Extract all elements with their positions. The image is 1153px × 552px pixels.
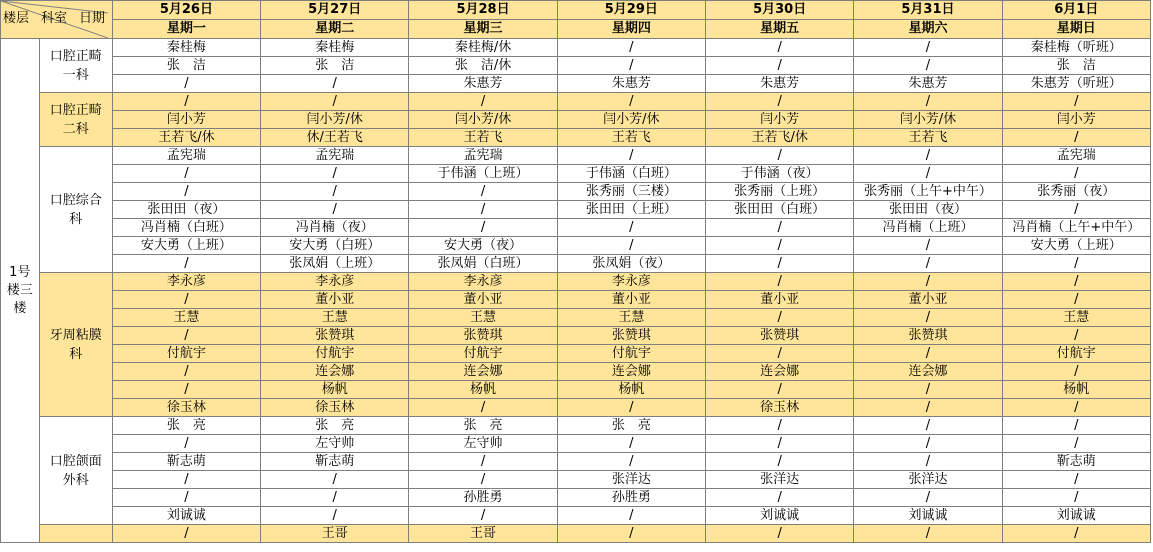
shift-cell: /: [706, 93, 854, 111]
shift-cell: /: [1002, 471, 1150, 489]
weekday-header: 星期三: [409, 20, 557, 39]
weekday-header: 星期五: [706, 20, 854, 39]
schedule-row: [1, 183, 1151, 201]
shift-cell: /: [1002, 273, 1150, 291]
shift-cell: 孙胜勇: [409, 489, 557, 507]
shift-cell: /: [854, 273, 1002, 291]
shift-cell: 刘诚诚: [112, 507, 260, 525]
shift-cell: 刘诚诚: [854, 507, 1002, 525]
shift-cell: /: [557, 453, 705, 471]
corner-dept-label: 科室: [41, 11, 68, 26]
shift-cell: /: [557, 93, 705, 111]
shift-cell: 张秀丽（夜）: [1002, 183, 1150, 201]
shift-cell: /: [557, 219, 705, 237]
shift-cell: 张赞琪: [854, 327, 1002, 345]
shift-cell: 闫小芳/休: [854, 111, 1002, 129]
shift-cell: 张赞琪: [557, 327, 705, 345]
shift-cell: 徐玉林: [112, 399, 260, 417]
shift-cell: /: [261, 201, 409, 219]
shift-cell: 安大勇（夜）: [409, 237, 557, 255]
shift-cell: /: [854, 237, 1002, 255]
schedule-row: [1, 39, 1151, 57]
schedule-row: [1, 309, 1151, 327]
floor-cell: 1号楼三楼: [1, 39, 40, 543]
shift-cell: 连会娜: [706, 363, 854, 381]
shift-cell: /: [854, 147, 1002, 165]
shift-cell: /: [1002, 525, 1150, 543]
shift-cell: 朱惠芳: [409, 75, 557, 93]
shift-cell: 张赞琪: [409, 327, 557, 345]
shift-cell: /: [854, 309, 1002, 327]
shift-cell: /: [112, 435, 260, 453]
shift-cell: 于伟涵（上班）: [409, 165, 557, 183]
date-header: 5月30日: [706, 1, 854, 20]
schedule-row: [1, 453, 1151, 471]
schedule-row: [1, 381, 1151, 399]
schedule-row: [1, 147, 1151, 165]
shift-cell: 秦桂梅（听班）: [1002, 39, 1150, 57]
shift-cell: 张洋达: [854, 471, 1002, 489]
shift-cell: /: [1002, 489, 1150, 507]
shift-cell: 冯肖楠（上班）: [854, 219, 1002, 237]
shift-cell: /: [1002, 417, 1150, 435]
shift-cell: 冯肖楠（夜）: [261, 219, 409, 237]
shift-cell: /: [706, 39, 854, 57]
weekday-header: 星期二: [261, 20, 409, 39]
shift-cell: 张 洁: [261, 57, 409, 75]
shift-cell: /: [854, 489, 1002, 507]
schedule-row: [1, 435, 1151, 453]
shift-cell: /: [854, 345, 1002, 363]
shift-cell: 于伟涵（夜）: [706, 165, 854, 183]
schedule-row: [1, 165, 1151, 183]
shift-cell: /: [1002, 363, 1150, 381]
shift-cell: 董小亚: [854, 291, 1002, 309]
shift-cell: 秦桂梅: [112, 39, 260, 57]
shift-cell: 秦桂梅/休: [409, 39, 557, 57]
shift-cell: 闫小芳: [1002, 111, 1150, 129]
shift-cell: /: [1002, 327, 1150, 345]
shift-cell: 连会娜: [261, 363, 409, 381]
shift-cell: 张秀丽（上班）: [706, 183, 854, 201]
shift-cell: /: [557, 399, 705, 417]
shift-cell: /: [854, 453, 1002, 471]
shift-cell: 刘诚诚: [1002, 507, 1150, 525]
shift-cell: /: [706, 381, 854, 399]
date-header: 5月28日: [409, 1, 557, 20]
schedule-row: [1, 399, 1151, 417]
department-cell: 口腔综合科: [39, 147, 112, 273]
shift-cell: 张凤娟（白班）: [409, 255, 557, 273]
shift-cell: /: [112, 489, 260, 507]
shift-cell: 董小亚: [261, 291, 409, 309]
shift-cell: 秦桂梅: [261, 39, 409, 57]
weekday-header: 星期四: [557, 20, 705, 39]
shift-cell: 董小亚: [409, 291, 557, 309]
shift-cell: 朱惠芳: [854, 75, 1002, 93]
shift-cell: 左守帅: [409, 435, 557, 453]
shift-cell: 孙胜勇: [557, 489, 705, 507]
shift-cell: /: [706, 453, 854, 471]
shift-cell: /: [854, 57, 1002, 75]
shift-cell: /: [1002, 291, 1150, 309]
shift-cell: 董小亚: [557, 291, 705, 309]
schedule-row: [1, 363, 1151, 381]
shift-cell: 杨帆: [557, 381, 705, 399]
shift-cell: 王慧: [1002, 309, 1150, 327]
date-header: 5月31日: [854, 1, 1002, 20]
shift-cell: /: [112, 93, 260, 111]
shift-cell: 张 洁: [112, 57, 260, 75]
schedule-row: [1, 111, 1151, 129]
shift-cell: /: [854, 417, 1002, 435]
shift-cell: /: [854, 165, 1002, 183]
schedule-row: [1, 129, 1151, 147]
shift-cell: /: [112, 75, 260, 93]
shift-cell: 张洋达: [706, 471, 854, 489]
shift-cell: /: [261, 507, 409, 525]
shift-cell: 张田田（白班）: [706, 201, 854, 219]
shift-cell: /: [706, 237, 854, 255]
schedule-row: [1, 57, 1151, 75]
date-header: 5月27日: [261, 1, 409, 20]
shift-cell: /: [409, 93, 557, 111]
shift-cell: /: [854, 399, 1002, 417]
shift-cell: /: [409, 183, 557, 201]
shift-cell: 闫小芳: [112, 111, 260, 129]
shift-cell: /: [706, 489, 854, 507]
schedule-row: [1, 75, 1151, 93]
shift-cell: 付航宇: [261, 345, 409, 363]
shift-cell: 闫小芳/休: [261, 111, 409, 129]
date-header: 6月1日: [1002, 1, 1150, 20]
shift-cell: 王哥: [261, 525, 409, 543]
shift-cell: 朱惠芳（听班）: [1002, 75, 1150, 93]
shift-cell: 李永彦: [557, 273, 705, 291]
schedule-row: [1, 489, 1151, 507]
shift-cell: /: [261, 183, 409, 201]
shift-cell: 朱惠芳: [706, 75, 854, 93]
shift-cell: 安大勇（上班）: [112, 237, 260, 255]
shift-cell: 张赞琪: [706, 327, 854, 345]
shift-cell: /: [854, 255, 1002, 273]
shift-cell: 张田田（夜）: [854, 201, 1002, 219]
shift-cell: /: [112, 165, 260, 183]
shift-cell: /: [854, 381, 1002, 399]
shift-cell: 董小亚: [706, 291, 854, 309]
shift-cell: 张 亮: [557, 417, 705, 435]
corner-date-label: 日期: [79, 11, 106, 26]
department-cell: 口腔颌面外科: [39, 417, 112, 525]
shift-cell: 冯肖楠（上午+中午）: [1002, 219, 1150, 237]
department-cell: [39, 525, 112, 543]
department-cell: 牙周粘膜科: [39, 273, 112, 417]
shift-cell: 王若飞: [557, 129, 705, 147]
shift-cell: 王若飞/休: [706, 129, 854, 147]
shift-cell: /: [706, 219, 854, 237]
shift-cell: /: [261, 471, 409, 489]
shift-cell: 王若飞: [409, 129, 557, 147]
weekday-header: 星期六: [854, 20, 1002, 39]
shift-cell: /: [706, 273, 854, 291]
shift-cell: 连会娜: [409, 363, 557, 381]
shift-cell: 刘诚诚: [706, 507, 854, 525]
shift-cell: /: [706, 147, 854, 165]
shift-cell: /: [112, 327, 260, 345]
shift-cell: 张凤娟（夜）: [557, 255, 705, 273]
department-cell: 口腔正畸一科: [39, 39, 112, 93]
shift-cell: 王慧: [261, 309, 409, 327]
shift-cell: /: [409, 219, 557, 237]
header-corner: [1, 1, 113, 39]
shift-cell: /: [1002, 93, 1150, 111]
shift-cell: 张 洁: [1002, 57, 1150, 75]
shift-cell: /: [706, 435, 854, 453]
schedule-row: [1, 327, 1151, 345]
weekday-header: 星期一: [112, 20, 260, 39]
shift-cell: 张 亮: [409, 417, 557, 435]
shift-cell: 张洋达: [557, 471, 705, 489]
shift-cell: /: [557, 39, 705, 57]
shift-cell: 付航宇: [112, 345, 260, 363]
shift-cell: /: [854, 525, 1002, 543]
date-header: 5月26日: [112, 1, 260, 20]
shift-cell: 付航宇: [1002, 345, 1150, 363]
shift-cell: 付航宇: [409, 345, 557, 363]
shift-cell: 闫小芳/休: [409, 111, 557, 129]
shift-cell: /: [1002, 129, 1150, 147]
shift-cell: 靳志萌: [261, 453, 409, 471]
shift-cell: 李永彦: [112, 273, 260, 291]
shift-cell: /: [854, 435, 1002, 453]
shift-cell: 孟宪瑞: [409, 147, 557, 165]
shift-cell: 李永彦: [261, 273, 409, 291]
shift-cell: /: [854, 93, 1002, 111]
shift-cell: /: [112, 363, 260, 381]
shift-cell: 孟宪瑞: [261, 147, 409, 165]
shift-cell: 连会娜: [854, 363, 1002, 381]
shift-cell: 张秀丽（三楼）: [557, 183, 705, 201]
shift-cell: /: [854, 39, 1002, 57]
shift-cell: /: [261, 489, 409, 507]
shift-cell: 安大勇（白班）: [261, 237, 409, 255]
schedule-row: [1, 507, 1151, 525]
shift-cell: /: [261, 75, 409, 93]
shift-cell: /: [1002, 399, 1150, 417]
shift-cell: 孟宪瑞: [112, 147, 260, 165]
weekday-header: 星期日: [1002, 20, 1150, 39]
department-cell: 口腔正畸二科: [39, 93, 112, 147]
shift-cell: 王慧: [557, 309, 705, 327]
shift-cell: 于伟涵（白班）: [557, 165, 705, 183]
shift-cell: /: [557, 147, 705, 165]
shift-cell: 冯肖楠（白班）: [112, 219, 260, 237]
shift-cell: 安大勇（上班）: [1002, 237, 1150, 255]
schedule-row: [1, 219, 1151, 237]
shift-cell: 闫小芳: [706, 111, 854, 129]
schedule-row: [1, 255, 1151, 273]
shift-cell: 张秀丽（上午+中午）: [854, 183, 1002, 201]
corner-floor-label: 楼层: [3, 11, 30, 26]
shift-cell: 李永彦: [409, 273, 557, 291]
shift-cell: 王若飞/休: [112, 129, 260, 147]
shift-cell: /: [557, 435, 705, 453]
shift-cell: 张 洁/休: [409, 57, 557, 75]
shift-cell: /: [112, 291, 260, 309]
shift-cell: 闫小芳/休: [557, 111, 705, 129]
shift-cell: 张田田（夜）: [112, 201, 260, 219]
shift-cell: 付航宇: [557, 345, 705, 363]
shift-cell: /: [112, 471, 260, 489]
shift-cell: /: [409, 453, 557, 471]
shift-cell: /: [557, 525, 705, 543]
shift-cell: /: [1002, 435, 1150, 453]
shift-cell: 杨帆: [261, 381, 409, 399]
schedule-row: [1, 417, 1151, 435]
schedule-row: [1, 471, 1151, 489]
shift-cell: 靳志萌: [1002, 453, 1150, 471]
shift-cell: /: [261, 93, 409, 111]
shift-cell: /: [706, 525, 854, 543]
shift-cell: 王慧: [409, 309, 557, 327]
shift-cell: 杨帆: [1002, 381, 1150, 399]
shift-cell: /: [1002, 165, 1150, 183]
shift-cell: /: [112, 183, 260, 201]
shift-cell: /: [112, 255, 260, 273]
shift-cell: /: [557, 237, 705, 255]
shift-cell: /: [409, 471, 557, 489]
schedule-row: [1, 273, 1151, 291]
shift-cell: /: [112, 525, 260, 543]
shift-cell: /: [706, 345, 854, 363]
shift-cell: 靳志萌: [112, 453, 260, 471]
schedule-row: [1, 237, 1151, 255]
shift-cell: /: [409, 399, 557, 417]
schedule-row: [1, 525, 1151, 543]
shift-cell: 张凤娟（上班）: [261, 255, 409, 273]
shift-cell: /: [112, 381, 260, 399]
schedule-row: [1, 291, 1151, 309]
shift-cell: 王哥: [409, 525, 557, 543]
shift-cell: /: [409, 201, 557, 219]
shift-cell: 左守帅: [261, 435, 409, 453]
shift-cell: 孟宪瑞: [1002, 147, 1150, 165]
schedule-row: [1, 93, 1151, 111]
shift-cell: /: [1002, 255, 1150, 273]
shift-cell: 徐玉林: [706, 399, 854, 417]
schedule-row: [1, 201, 1151, 219]
shift-cell: /: [557, 507, 705, 525]
shift-cell: /: [409, 507, 557, 525]
shift-cell: 休/王若飞: [261, 129, 409, 147]
schedule-row: [1, 345, 1151, 363]
shift-cell: /: [706, 255, 854, 273]
date-header: 5月29日: [557, 1, 705, 20]
shift-cell: 张赞琪: [261, 327, 409, 345]
shift-cell: 张 亮: [112, 417, 260, 435]
shift-cell: /: [706, 417, 854, 435]
shift-cell: 徐玉林: [261, 399, 409, 417]
shift-cell: 朱惠芳: [557, 75, 705, 93]
shift-cell: 王若飞: [854, 129, 1002, 147]
shift-cell: /: [706, 309, 854, 327]
shift-cell: /: [261, 165, 409, 183]
shift-cell: 连会娜: [557, 363, 705, 381]
shift-cell: 王慧: [112, 309, 260, 327]
shift-cell: 张田田（上班）: [557, 201, 705, 219]
shift-cell: /: [706, 57, 854, 75]
shift-cell: 张 亮: [261, 417, 409, 435]
shift-cell: /: [557, 57, 705, 75]
shift-cell: 杨帆: [409, 381, 557, 399]
shift-cell: /: [1002, 201, 1150, 219]
